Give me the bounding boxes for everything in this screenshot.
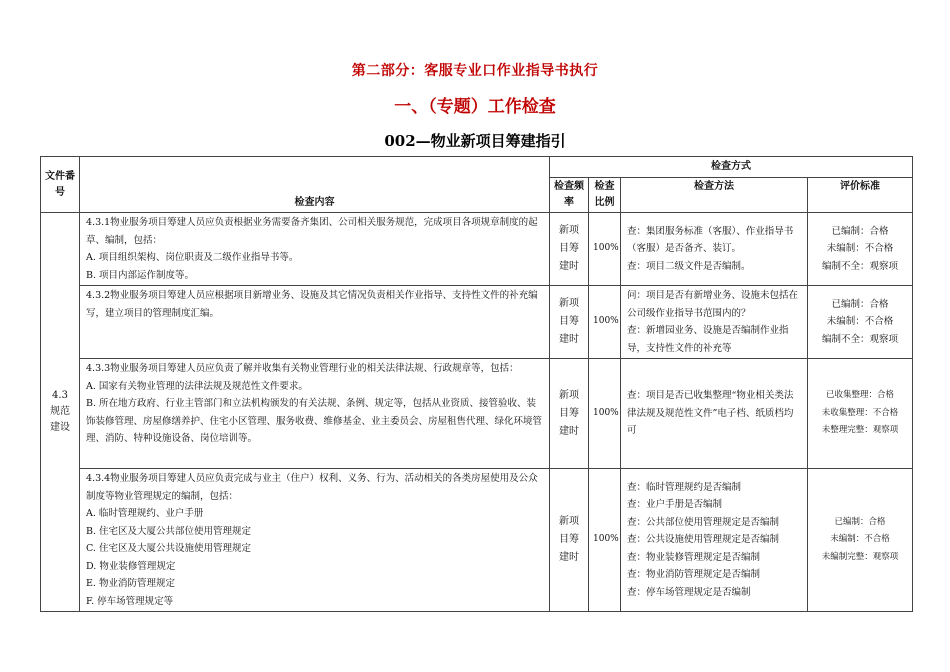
freq-text: 目筹 [559, 534, 579, 545]
method-line: 查：项目二级文件是否编制。 [627, 260, 751, 272]
freq-header: 检查频率 [550, 178, 589, 213]
freq-text: 建时 [559, 425, 579, 437]
standard-line: 未整理完整：观察项 [821, 425, 899, 436]
standard-line: 已收集整理：合格 [825, 390, 894, 401]
content-cell [80, 359, 550, 469]
method-line: 查：停车场管理规定是否编制 [627, 586, 751, 598]
content-line: F. 停车场管理规定等 [86, 595, 174, 607]
ratio-text: 100% [593, 316, 619, 327]
freq-text: 新项 [559, 516, 579, 527]
method-cell [621, 469, 808, 612]
content-line: D. 物业装修管理规定 [86, 560, 176, 572]
freq-cell [550, 213, 589, 286]
content-line: A. 临时管理规约、业户手册 [86, 508, 204, 519]
table-row [41, 286, 913, 359]
standard-line: 编制不全：观察项 [821, 260, 898, 272]
standard-line: 已编制：合格 [831, 298, 889, 310]
freq-text: 目筹 [559, 407, 579, 419]
ratio-header: 检查比例 [589, 178, 621, 213]
file-no-text: 建设 [50, 422, 70, 433]
ratio-cell [589, 469, 621, 612]
content-header: 检查内容 [80, 157, 550, 213]
file-no-header: 文件番号 [41, 157, 80, 213]
content-line: A. 项目组织架构、岗位职责及二级作业指导书等。 [86, 252, 299, 263]
freq-cell [550, 286, 589, 359]
standard-cell [808, 213, 913, 286]
standard-cell [808, 286, 913, 359]
standard-line: 编制不全：观察项 [821, 333, 898, 345]
method-line: 查：业户手册是否编制 [627, 499, 723, 511]
freq-cell [550, 359, 589, 469]
freq-text: 建时 [559, 552, 579, 563]
table-row [41, 213, 913, 286]
table-body [41, 213, 913, 612]
method-line: 问：项目是否有新增业务、设施未包括在公司级作业指导书范围内的？ [627, 290, 799, 319]
content-line: 4.3.1物业服务项目筹建人员应负责根据业务需要备齐集团、公司相关服务规范，完成项目各项规章制度的起草、编制，包括： [86, 217, 538, 246]
freq-text: 建时 [559, 334, 579, 345]
standard-line: 未编制完整：观察项 [821, 551, 899, 562]
standard-cell [808, 469, 913, 612]
method-line: 查：临时管理规约是否编制 [627, 481, 742, 493]
table-row [41, 469, 913, 612]
ratio-text: 100% [593, 407, 619, 418]
ratio-cell [589, 286, 621, 359]
freq-text: 建时 [559, 261, 579, 272]
freq-text: 新项 [559, 225, 579, 236]
part-title: 第二部分：客服专业口作业指导书执行 [351, 63, 599, 79]
freq-text: 新项 [559, 298, 579, 309]
standard-line: 未收集整理：不合格 [821, 407, 899, 418]
method-line: 查：集团服务标准（客服）、作业指导书（客服）是否备齐、装订。 [627, 225, 794, 255]
method-cell [621, 286, 808, 359]
method-line: 查：公共设施使用管理规定是否编制 [627, 534, 780, 546]
content-cell [80, 469, 550, 612]
content-line: 4.3.2物业服务项目筹建人员应根据项目新增业务、设施及其它情况负责相关作业指导、支持性文件的补充编写，建立项目的管理制度汇编。 [86, 290, 538, 319]
standard-header: 评价标准 [808, 178, 913, 213]
content-line: B. 住宅区及大厦公共部位使用管理规定 [86, 525, 252, 537]
file-no-text: 4.3 [52, 390, 68, 401]
standard-line: 未编制：不合格 [830, 534, 890, 545]
method-group-header: 检查方式 [550, 157, 913, 178]
freq-text: 新项 [559, 389, 579, 401]
freq-cell [550, 469, 589, 612]
doc-title: 002—物业新项目筹建指引 [384, 132, 566, 150]
ratio-text: 100% [593, 534, 619, 545]
method-cell [621, 213, 808, 286]
ratio-cell [589, 359, 621, 469]
standard-line: 未编制：不合格 [826, 316, 894, 328]
content-line: 4.3.3物业服务项目筹建人员应负责了解并收集有关物业管理行业的相关法律法规、行政规章等，包括： [86, 363, 519, 374]
section-title: 一、（专题）工作检查 [394, 97, 556, 117]
file-no-text: 规范 [50, 406, 70, 417]
standard-cell [808, 359, 913, 469]
file-no-cell [41, 213, 80, 612]
freq-text: 目筹 [559, 316, 579, 327]
method-line: 查：公共部位使用管理规定是否编制 [627, 516, 780, 528]
table-row [41, 359, 913, 469]
content-line: E. 物业消防管理规定 [86, 578, 175, 589]
standard-line: 已编制：合格 [831, 225, 889, 237]
freq-text: 目筹 [559, 243, 579, 254]
inspection-table [40, 156, 913, 612]
check-method-header: 检查方法 [621, 178, 808, 213]
ratio-text: 100% [593, 243, 619, 254]
standard-line: 已编制：合格 [834, 516, 886, 527]
standard-line: 未编制：不合格 [826, 243, 894, 255]
method-cell [621, 359, 808, 469]
method-line: 查：项目是否已收集整理“物业相关类法律法规及规范性文件”电子档、纸质档均可 [627, 390, 794, 437]
content-line: 4.3.4物业服务项目筹建人员应负责完成与业主（住户）权利、义务、行为、活动相关的各类房屋使用及公众制度等物业管理规定的编制，包括： [86, 473, 538, 502]
content-line: C. 住宅区及大厦公共设施使用管理规定 [86, 543, 251, 554]
method-line: 查：物业消防管理规定是否编制 [627, 569, 761, 581]
content-cell [80, 286, 550, 359]
content-cell [80, 213, 550, 286]
ratio-cell [589, 213, 621, 286]
content-line: A. 国家有关物业管理的法律法规及规范性文件要求。 [86, 380, 308, 392]
method-line: 查：新增园业务、设施是否编制作业指导，支持性文件的补充等 [627, 325, 789, 354]
content-line: B. 项目内部运作制度等。 [86, 269, 195, 281]
method-line: 查：物业装修管理规定是否编制 [627, 551, 761, 563]
content-line: B. 所在地方政府、行业主管部门和立法机构颁发的有关法规、条例、规定等，包括从业资质、接管验收、装饰装修管理、房屋修缮养护、住宅小区管理、服务收费、维修基金、业主委员会、房屋租售代理、绿化环境管理、消防、特种设施设备、岗位培训等。 [86, 398, 543, 444]
